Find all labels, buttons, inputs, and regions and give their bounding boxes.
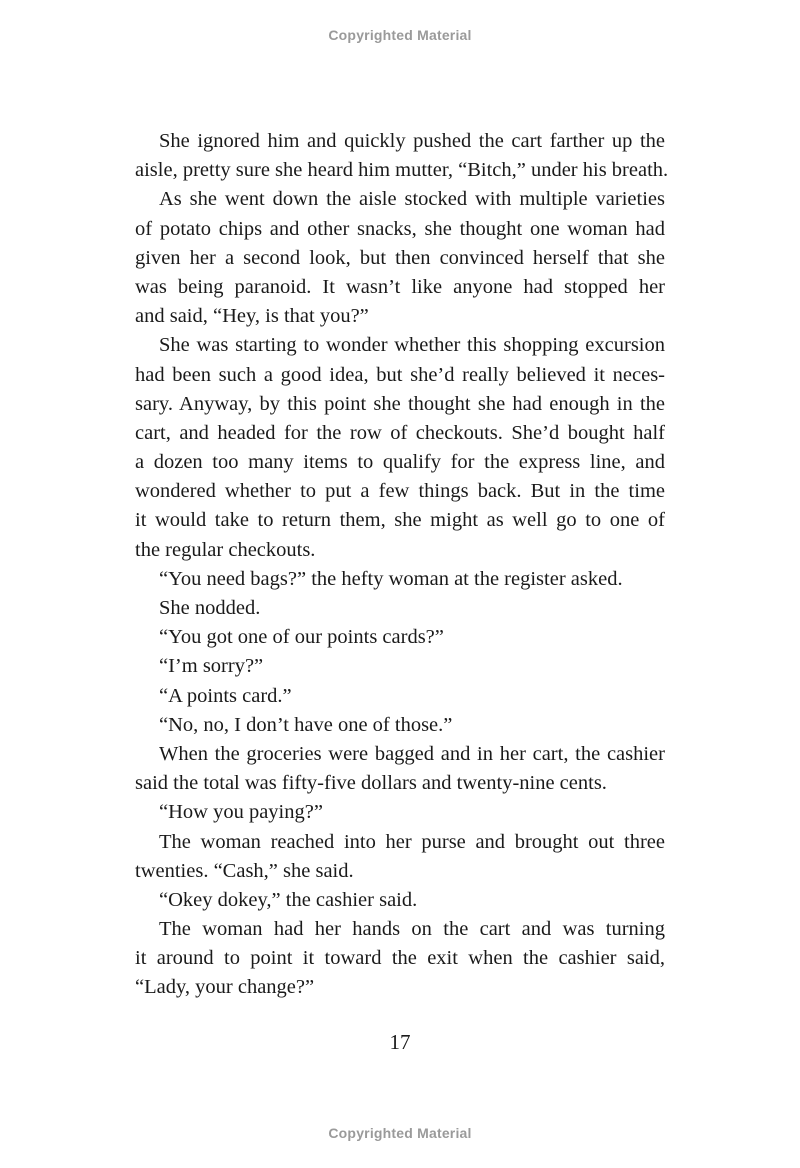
text-line: “How you paying?” <box>159 801 323 824</box>
text-line: it would take to return them, she might as well go to one of <box>135 509 665 532</box>
text-line: said the total was fifty-five dollars and twenty-nine cents. <box>135 772 607 795</box>
text-line: “You got one of our points cards?” <box>159 626 444 649</box>
watermark-top: Copyrighted Material <box>328 27 472 43</box>
text-line: She was starting to wonder whether this shopping excursion <box>159 334 665 357</box>
text-line: aisle, pretty sure she heard him mutter, “Bitch,” under his breath. <box>135 159 669 182</box>
text-line: it around to point it toward the exit when the cashier said, <box>135 947 665 970</box>
text-line: “You need bags?” the hefty woman at the register asked. <box>159 567 623 590</box>
page-number: 17 <box>389 1030 411 1054</box>
text-line: “No, no, I don’t have one of those.” <box>159 713 453 736</box>
text-line: wondered whether to put a few things back. But in the time <box>135 480 665 503</box>
text-line: The woman had her hands on the cart and was turning <box>159 918 665 941</box>
text-line: She nodded. <box>159 597 261 619</box>
text-line: had been such a good idea, but she’d really believed it neces- <box>135 363 665 386</box>
text-line: twenties. “Cash,” she said. <box>135 859 354 882</box>
text-line: “Okey dokey,” the cashier said. <box>159 888 418 911</box>
text-line: “Lady, your change?” <box>135 976 315 999</box>
text-line: cart, and headed for the row of checkouts. She’d bought half <box>135 421 665 444</box>
text-line: of potato chips and other snacks, she thought one woman had <box>135 217 665 240</box>
text-line: was being paranoid. It wasn’t like anyone had stopped her <box>135 275 665 298</box>
body-text <box>135 127 669 1003</box>
text-line: sary. Anyway, by this point she thought she had enough in the <box>135 392 665 415</box>
text-line: The woman reached into her purse and brought out three <box>159 830 665 853</box>
watermark-bottom: Copyrighted Material <box>328 1125 472 1141</box>
text-line: “A points card.” <box>159 684 292 707</box>
text-line: “I’m sorry?” <box>159 655 264 678</box>
text-line: When the groceries were bagged and in her cart, the cashier <box>159 742 665 765</box>
text-line: As she went down the aisle stocked with multiple varieties <box>159 188 665 211</box>
text-line: the regular checkouts. <box>135 538 316 561</box>
text-line: and said, “Hey, is that you?” <box>135 305 369 328</box>
text-line: She ignored him and quickly pushed the cart farther up the <box>159 130 665 152</box>
text-line: a dozen too many items to qualify for the express line, and <box>135 451 665 474</box>
text-line: given her a second look, but then convinced herself that she <box>135 246 665 269</box>
